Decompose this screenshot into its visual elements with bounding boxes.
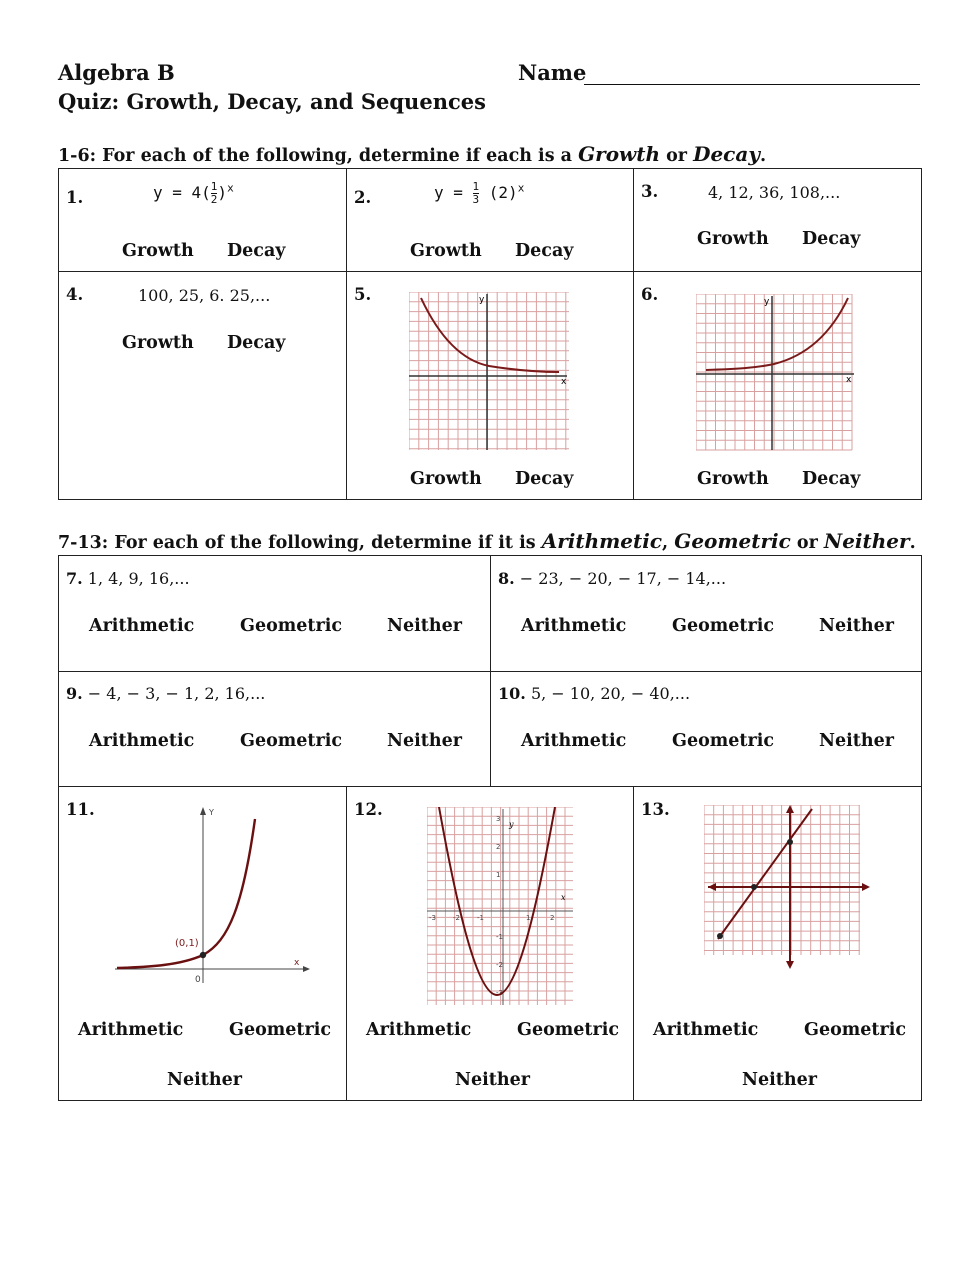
arithmetic-option[interactable]: Arithmetic: [521, 616, 627, 636]
neither-option[interactable]: Neither: [742, 1070, 817, 1090]
quiz-title: Quiz: Growth, Decay, and Sequences: [58, 89, 486, 114]
graph-grid: [704, 805, 860, 955]
graph-sequence-table: [58, 786, 922, 1101]
growth-option[interactable]: Growth: [410, 241, 482, 261]
decay-option[interactable]: Decay: [802, 229, 861, 249]
x-axis-label: x: [561, 893, 566, 902]
arithmetic-option[interactable]: Arithmetic: [653, 1020, 759, 1040]
arithmetic-option[interactable]: Arithmetic: [366, 1020, 472, 1040]
neither-option[interactable]: Neither: [167, 1070, 242, 1090]
x-tick-label: -1: [477, 914, 484, 922]
growth-option[interactable]: Growth: [122, 241, 194, 261]
decay-option[interactable]: Decay: [515, 469, 574, 489]
y-axis-arrow-down: [786, 961, 794, 969]
problem-7-cell: [59, 556, 491, 672]
x-tick-label: -3: [429, 914, 436, 922]
y-tick-label: 2: [496, 843, 501, 851]
arithmetic-option[interactable]: Arithmetic: [78, 1020, 184, 1040]
growth-option[interactable]: Growth: [410, 469, 482, 489]
decay-option[interactable]: Decay: [802, 469, 861, 489]
problem-9-cell: [59, 672, 491, 787]
y-intercept-point: [787, 839, 793, 845]
problem-5-cell: [347, 272, 634, 500]
problem-number: 11.: [66, 800, 95, 819]
parabola-graph: [427, 807, 575, 1007]
neither-option[interactable]: Neither: [387, 731, 462, 751]
geometric-option[interactable]: Geometric: [229, 1020, 332, 1040]
growth-curve: [706, 298, 848, 370]
decay-option[interactable]: Decay: [515, 241, 574, 261]
problem-number: 2.: [354, 188, 372, 207]
x-axis-label: x: [294, 958, 300, 968]
y-tick-label: -1: [496, 933, 503, 941]
intercept-point: [200, 952, 206, 958]
exponential-graph: [111, 805, 316, 987]
problem-7-sequence: 7. 1, 4, 9, 16,...: [66, 569, 190, 588]
section2-instructions: 7-13: For each of the following, determine if it is Arithmetic, Geometric or Neither.: [58, 529, 916, 553]
growth-option[interactable]: Growth: [122, 333, 194, 353]
neither-option[interactable]: Neither: [387, 616, 462, 636]
decay-graph: [409, 292, 571, 452]
neither-option[interactable]: Neither: [819, 731, 894, 751]
y-tick-label: -2: [496, 961, 503, 969]
problem-9-sequence: 9. − 4, − 3, − 1, 2, 16,...: [66, 684, 266, 703]
x-axis-label: x: [561, 377, 567, 387]
problem-number: 6.: [641, 285, 659, 304]
neither-option[interactable]: Neither: [455, 1070, 530, 1090]
growth-decay-table: [58, 168, 922, 500]
problem-10-cell: [491, 672, 922, 787]
neither-option[interactable]: Neither: [819, 616, 894, 636]
problem-11-cell: [59, 787, 347, 1101]
geometric-option[interactable]: Geometric: [672, 616, 775, 636]
x-intercept-point: [751, 884, 757, 890]
point-label: (0,1): [175, 938, 199, 949]
problem-2-cell: [347, 169, 634, 272]
x-tick-label: 2: [550, 914, 555, 922]
geometric-option[interactable]: Geometric: [672, 731, 775, 751]
geometric-option[interactable]: Geometric: [804, 1020, 907, 1040]
problem-number: 12.: [354, 800, 383, 819]
y-axis-arrow: [200, 807, 206, 815]
problem-2-equation: y = $\frac{1}{3}$ $(2)^x$: [434, 180, 525, 206]
linear-line: [718, 809, 812, 939]
problem-number: 5.: [354, 285, 372, 304]
course-title: Algebra B: [58, 60, 175, 85]
problem-8-sequence: 8. − 23, − 20, − 17, − 14,...: [498, 569, 727, 588]
problem-12-cell: [347, 787, 634, 1101]
arithmetic-option[interactable]: Arithmetic: [89, 616, 195, 636]
x-axis-arrow-left: [708, 883, 716, 891]
y-axis-label: y: [509, 820, 514, 829]
geometric-option[interactable]: Geometric: [240, 731, 343, 751]
geometric-option[interactable]: Geometric: [240, 616, 343, 636]
decay-option[interactable]: Decay: [227, 241, 286, 261]
y-axis-arrow-up: [786, 805, 794, 813]
geometric-option[interactable]: Geometric: [517, 1020, 620, 1040]
y-tick-label: 1: [496, 871, 501, 879]
y-axis-label: Y: [209, 808, 214, 817]
problem-4-sequence: 100, 25, 6. 25,...: [138, 286, 271, 305]
y-tick-label: -3: [496, 989, 503, 997]
y-axis-label: y: [479, 295, 485, 305]
sequence-table: [58, 555, 922, 787]
problem-8-cell: [491, 556, 922, 672]
name-line[interactable]: [584, 84, 920, 85]
x-tick-label: 1: [526, 914, 531, 922]
decay-option[interactable]: Decay: [227, 333, 286, 353]
problem-1-cell: [59, 169, 347, 272]
growth-option[interactable]: Growth: [697, 469, 769, 489]
problem-number: 4.: [66, 285, 84, 304]
x-tick-label: -2: [453, 914, 460, 922]
x-axis-arrow: [303, 966, 310, 972]
linear-graph: [704, 805, 874, 969]
name-label: Name: [518, 60, 587, 85]
line-point: [717, 933, 723, 939]
graph-grid: [427, 807, 573, 1005]
problem-number: 13.: [641, 800, 670, 819]
problem-4-cell: [59, 272, 347, 500]
growth-option[interactable]: Growth: [697, 229, 769, 249]
problem-10-sequence: 10. 5, − 10, 20, − 40,...: [498, 684, 691, 703]
section1-instructions: 1-6: For each of the following, determine if each is a Growth or Decay.: [58, 142, 767, 166]
problem-number: 1.: [66, 188, 84, 207]
x-axis-arrow-right: [862, 883, 870, 891]
y-tick-label: 3: [496, 815, 501, 823]
origin-label: 0: [195, 975, 201, 985]
problem-3-sequence: 4, 12, 36, 108,...: [708, 183, 841, 202]
problem-6-cell: [634, 272, 922, 500]
problem-3-cell: [634, 169, 922, 272]
growth-graph: [696, 294, 856, 452]
y-axis-label: y: [764, 297, 770, 307]
problem-number: 3.: [641, 182, 659, 201]
x-axis-label: x: [846, 375, 852, 385]
problem-13-cell: [634, 787, 922, 1101]
problem-1-equation: y = 4( $\frac{1}{2}$ )$^x$: [153, 180, 234, 206]
arithmetic-option[interactable]: Arithmetic: [521, 731, 627, 751]
arithmetic-option[interactable]: Arithmetic: [89, 731, 195, 751]
graph-grid: [696, 294, 852, 450]
